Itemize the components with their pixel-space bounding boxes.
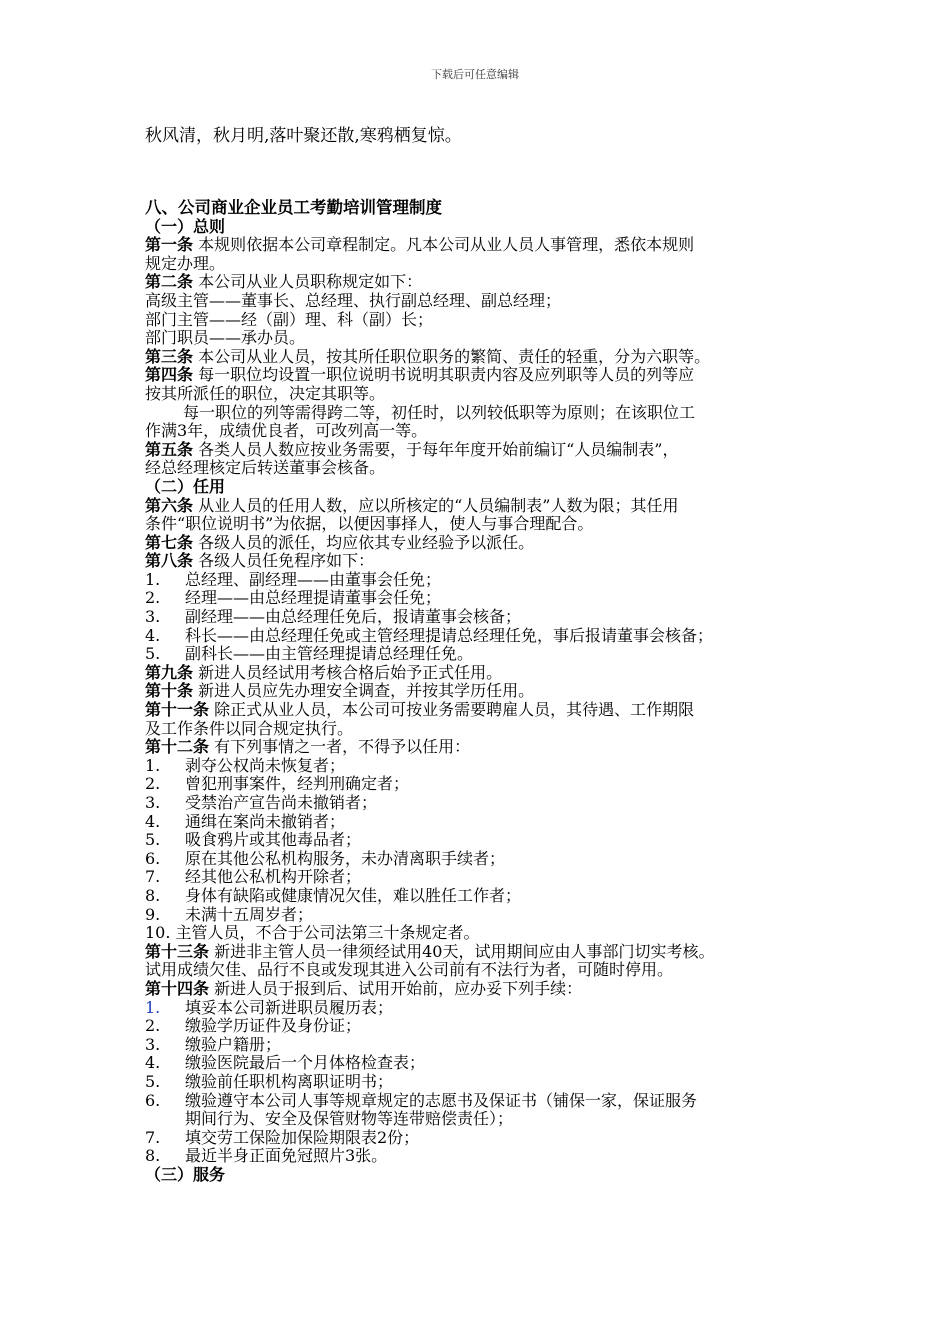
list-item [145, 1017, 810, 1036]
article-line [145, 980, 810, 999]
list-item [145, 1073, 810, 1092]
list-item-text: 身体有缺陷或健康情况欠佳，难以胜任工作者； [185, 885, 522, 905]
article-text: 本公司从业人员，按其所任职位职务的繁简、责任的轻重，分为六职等。 [193, 346, 711, 366]
article-line [145, 534, 810, 553]
list-item-text: 经理——由总经理提请董事会任免； [185, 588, 442, 608]
paragraph-line: 按其所派任的职位，决定其职等。 [145, 383, 386, 403]
list-item [145, 813, 810, 832]
list-item-text: 曾犯刑事案件，经判刑确定者； [185, 774, 410, 794]
subsection-heading: （二）任用 [145, 476, 226, 496]
article-label: 第八条 [145, 551, 194, 571]
list-item-text: 最近半身正面免冠照片3张。 [185, 1146, 388, 1166]
paragraph-line: 规定办理。 [145, 253, 226, 273]
list-item [145, 1036, 810, 1055]
article-line [145, 682, 810, 701]
list-number: 2. [145, 1016, 161, 1036]
article-text: 从业人员的任用人数，应以所核定的“人员编制表”人数为限；其任用 [193, 495, 679, 515]
paragraph-line: 经总经理核定后转送董事会核备。 [145, 458, 386, 478]
list-number: 9. [145, 904, 161, 924]
article-text: 新进人员应先办理安全调查，并按其学历任用。 [193, 681, 535, 701]
list-item-text: 原在其他公私机构服务，未办清离职手续者； [185, 848, 506, 868]
list-number: 1. [145, 755, 161, 775]
list-item [145, 627, 810, 646]
article-text: 新进非主管人员一律须经试用40天，试用期间应由人事部门切实考核。 [209, 941, 715, 961]
list-item [145, 1092, 810, 1111]
paragraph-line: 试用成绩欠佳、品行不良或发现其进入公司前有不法行为者，可随时停用。 [145, 960, 674, 980]
list-number: 3. [145, 607, 161, 627]
paragraph-line: 10. 主管人员，不合于公司法第三十条规定者。 [145, 923, 480, 943]
list-number: 6. [145, 1090, 161, 1110]
article-label: 第九条 [145, 662, 194, 682]
article-text: 各级人员的派任，均应依其专业经验予以派任。 [193, 532, 535, 552]
list-item [145, 868, 810, 887]
list-number: 4. [145, 811, 161, 831]
list-item [145, 831, 810, 850]
article-line [145, 366, 810, 385]
list-item [145, 1147, 810, 1166]
article-line [145, 273, 810, 292]
list-number: 5. [145, 830, 161, 850]
list-number: 5. [145, 644, 161, 664]
list-number: 8. [145, 1146, 161, 1166]
list-number: 4. [145, 625, 161, 645]
list-item [145, 1054, 810, 1073]
list-item-text: 总经理、副经理——由董事会任免； [185, 569, 442, 589]
list-number: 6. [145, 848, 161, 868]
list-item [145, 589, 810, 608]
article-label: 第四条 [145, 365, 194, 385]
article-label: 第十条 [145, 681, 194, 701]
article-text: 各类人员人数应按业务需要，于每年年度开始前编订“人员编制表”， [193, 439, 679, 459]
article-line [145, 701, 810, 720]
list-item-text: 缴验前任职机构离职证明书； [185, 1071, 394, 1091]
list-item [145, 645, 810, 664]
article-text: 各级人员任免程序如下： [193, 551, 375, 571]
article-line [145, 497, 810, 516]
list-number: 8. [145, 885, 161, 905]
article-label: 第三条 [145, 346, 194, 366]
article-text: 有下列事情之一者，不得予以任用： [209, 737, 471, 757]
list-number: 2. [145, 588, 161, 608]
list-number: 4. [145, 1053, 161, 1073]
list-item-text: 经其他公私机构开除者； [185, 867, 362, 887]
list-item-text: 缴验遵守本公司人事等规章规定的志愿书及保证书（铺保一家，保证服务 [185, 1090, 698, 1110]
article-text: 新进人员经试用考核合格后始予正式任用。 [193, 662, 503, 682]
list-item-text: 通缉在案尚未撤销者； [185, 811, 346, 831]
article-text: 每一职位均设置一职位说明书说明其职责内容及应列职等人员的列等应 [193, 365, 695, 385]
page-header: 下载后可任意编辑 [431, 68, 519, 81]
list-item-text: 科长——由总经理任免或主管经理提请总经理任免，事后报请董事会核备； [185, 625, 714, 645]
list-item [145, 1129, 810, 1148]
list-item [145, 999, 810, 1018]
article-text: 本规则依据本公司章程制定。凡本公司从业人员人事管理，悉依本规则 [193, 235, 695, 255]
list-number: 3. [145, 1034, 161, 1054]
subsection-heading: （三）服务 [145, 1164, 226, 1184]
list-item-text: 未满十五周岁者； [185, 904, 314, 924]
list-item [145, 906, 810, 925]
section-title: 八、公司商业企业员工考勤培训管理制度 [145, 198, 442, 217]
list-item [145, 850, 810, 869]
document-body [145, 199, 810, 1184]
poem-line: 秋风清，秋月明,落叶聚还散,寒鸦栖复惊。 [145, 126, 462, 146]
article-label: 第五条 [145, 439, 194, 459]
list-number: 1. [145, 997, 161, 1017]
list-item [145, 608, 810, 627]
article-label: 第十二条 [145, 737, 210, 757]
paragraph-line: 作满3年，成绩优良者，可改列高一等。 [145, 421, 428, 441]
list-item-text: 受禁治产宣告尚未撤销者； [185, 793, 378, 812]
article-label: 第十四条 [145, 978, 210, 998]
list-item-text: 副经理——由总经理任免后，报请董事会核备； [185, 607, 522, 627]
list-item-text: 填交劳工保险加保险期限表2份； [185, 1127, 420, 1147]
paragraph-line: 部门主管——经（副）理、科（副）长； [145, 309, 434, 329]
article-line [145, 664, 810, 683]
article-label: 第六条 [145, 495, 194, 515]
list-number: 2. [145, 774, 161, 794]
article-label: 第十三条 [145, 941, 210, 961]
list-item [145, 887, 810, 906]
list-number: 7. [145, 867, 161, 887]
article-label: 第七条 [145, 532, 194, 552]
list-number: 1. [145, 569, 161, 589]
paragraph-line: 每一职位的列等需得跨二等，初任时，以列较低职等为原则；在该职位工 [183, 402, 696, 422]
article-text: 本公司从业人员职称规定如下： [193, 272, 423, 292]
list-item-text: 吸食鸦片或其他毒品者； [185, 830, 362, 850]
article-line [145, 348, 810, 367]
list-number: 3. [145, 793, 161, 812]
list-item [145, 571, 810, 590]
article-text: 除正式从业人员，本公司可按业务需要聘雇人员，其待遇、工作期限 [209, 700, 695, 720]
list-item-continuation: 期间行为、安全及保管财物等连带赔偿责任）； [185, 1109, 514, 1129]
list-item [145, 794, 810, 813]
list-item-text: 剥夺公权尚未恢复者； [185, 755, 346, 775]
list-item [145, 757, 810, 776]
list-item-text: 缴验医院最后一个月体格检查表； [185, 1053, 426, 1073]
article-line [145, 943, 810, 962]
list-item-text: 副科长——由主管经理提请总经理任免。 [185, 644, 474, 664]
list-number: 7. [145, 1127, 161, 1147]
article-label: 第二条 [145, 272, 194, 292]
paragraph-line: 部门职员——承办员。 [145, 328, 306, 348]
list-item-text: 缴验户籍册； [185, 1034, 282, 1054]
article-text: 新进人员于报到后、试用开始前，应办妥下列手续： [209, 978, 583, 998]
article-line [145, 738, 810, 757]
list-item [145, 775, 810, 794]
article-line [145, 552, 810, 571]
paragraph-line: 条件“职位说明书”为依据，以便因事择人，使人与事合理配合。 [145, 514, 594, 534]
subsection-heading: （一）总则 [145, 216, 226, 236]
list-item-text: 缴验学历证件及身份证； [185, 1016, 362, 1036]
list-item-text: 填妥本公司新进职员履历表； [185, 997, 394, 1017]
list-number: 5. [145, 1071, 161, 1091]
article-label: 第一条 [145, 235, 194, 255]
paragraph-line: 及工作条件以同合规定执行。 [145, 718, 354, 738]
article-line [145, 236, 810, 255]
article-line [145, 441, 810, 460]
paragraph-line: 高级主管——董事长、总经理、执行副总经理、副总经理； [145, 290, 562, 310]
article-label: 第十一条 [145, 700, 210, 720]
